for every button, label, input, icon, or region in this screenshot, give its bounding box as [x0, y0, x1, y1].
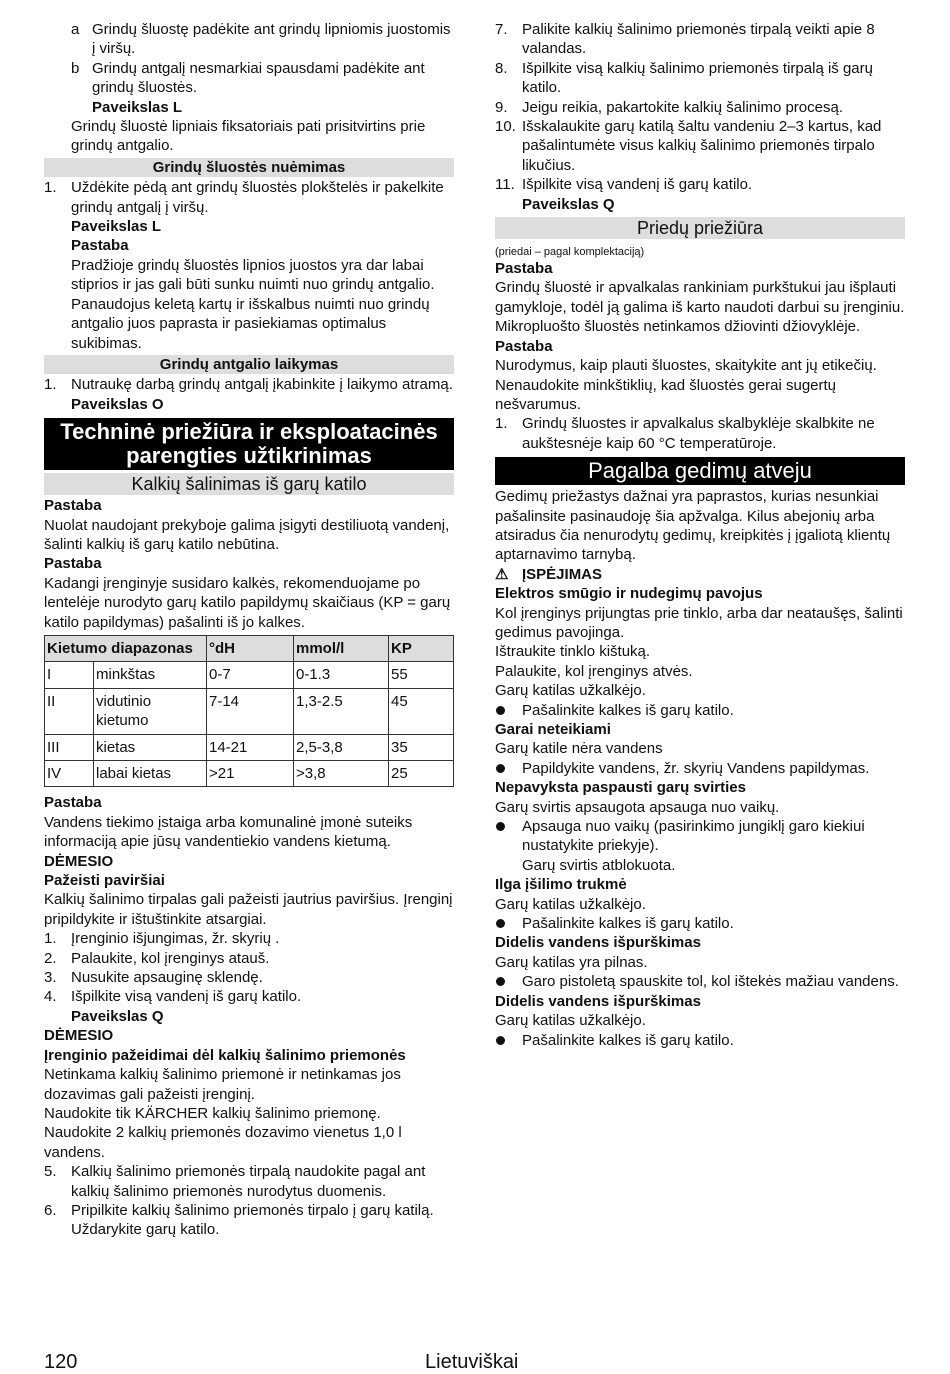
bullet-icon [496, 822, 505, 831]
bullet-icon [496, 706, 505, 715]
step-text: Grindų šluostes ir apvalkalus skalbyklėje skalbkite ne aukštesnėje kaip 60 °C temperatūroje. [522, 415, 875, 452]
list-item: a Grindų šluostę padėkite ant grindų lipniomis juostomis į viršų. [44, 20, 454, 59]
table-cell: vidutinio kietumo [94, 688, 207, 734]
warning-heading [495, 565, 905, 584]
list-item: b Grindų antgalį nesmarkiai spausdami padėkite ant grindų šluostės. [44, 59, 454, 98]
list-item [495, 1031, 905, 1050]
paragraph: Ištraukite tinklo kištuką. [495, 643, 651, 661]
warning-title: Elektros smūgio ir nudegimų pavojus [495, 585, 763, 603]
paragraph: Pradžioje grindų šluostės lipnios juostos yra dar labai stiprios ir jas gali būti sunku nuimti nuo grindų antgalio. Panaudojus keletą kartų ir išskalbus nuimti nuo grindų antgalio juos paprasta ir pasiekiamas optimalus sukibimas. [71, 256, 435, 352]
table-cell: minkštas [94, 662, 207, 688]
table-row [45, 734, 454, 760]
chapter-title-troubleshooting: Pagalba gedimų atveju [495, 457, 905, 485]
step-text: Palikite kalkių šalinimo priemonės tirpalą veikti apie 8 valandas. [522, 21, 875, 58]
table-cell: 25 [389, 761, 454, 787]
paragraph: Palaukite, kol įrenginys atvės. [495, 662, 693, 680]
note-label: Pastaba [44, 497, 102, 515]
bullet-icon [496, 919, 505, 928]
fault-cause: Garų katile nėra vandens [495, 740, 663, 758]
paragraph: Naudokite 2 kalkių priemonės dozavimo vienetus 1,0 l vandens. [44, 1124, 402, 1161]
step-text: Išpilkite visą vandenį iš garų katilo. [522, 176, 753, 194]
paragraph: Kalkių šalinimo tirpalas gali pažeisti jautrius paviršius. Įrenginį pripildykite ir ištuštinkite atsargiai. [44, 891, 453, 928]
list-item: 1. Įrenginio išjungimas, žr. skyrių . [44, 929, 454, 948]
section-title-floor-cloth-removal: Grindų šluostės nuėmimas [44, 158, 454, 177]
removal-step-text: Uždėkite pėdą ant grindų šluostės plokštelės ir pakelkite grindų antgalį į viršų. [71, 179, 444, 216]
table-cell: I [45, 662, 94, 688]
list-item [495, 701, 905, 720]
paragraph: Naudokite tik KÄRCHER kalkių šalinimo priemonę. [44, 1104, 381, 1122]
step-text: Pripilkite kalkių šalinimo priemonės tirpalo į garų katilą. Uždarykite garų katilo. [71, 1201, 434, 1239]
fault-title: Didelis vandens išpurškimas [495, 992, 701, 1010]
note-label: Pastaba [44, 555, 102, 573]
list-item: 5. Kalkių šalinimo priemonės tirpalą naudokite pagal ant kalkių šalinimo priemonės nurodytus duomenis. [44, 1162, 454, 1201]
note-label: Pastaba [71, 237, 129, 255]
list-item: 8. Išpilkite visą kalkių šalinimo priemonės tirpalą iš garų katilo. [495, 59, 905, 98]
figure-ref: Paveikslas L [71, 218, 162, 236]
step-text: Įrenginio išjungimas, žr. skyrių . [71, 930, 280, 948]
list-item [495, 817, 905, 856]
holding-step-text: Nutraukę darbą grindų antgalį įkabinkite į laikymo atramą. [71, 376, 453, 394]
list-item: 7. Palikite kalkių šalinimo priemonės tirpalą veikti apie 8 valandas. [495, 20, 905, 59]
hardness-table [44, 635, 454, 787]
table-cell: 35 [389, 734, 454, 760]
table-cell: 55 [389, 662, 454, 688]
list-item [495, 972, 905, 991]
bullet-icon [496, 764, 505, 773]
table-row [45, 662, 454, 688]
paragraph: Netinkama kalkių šalinimo priemonė ir netinkamas jos dozavimas gali pažeisti įrenginį. [44, 1066, 401, 1103]
fault-cause: Garų katilas yra pilnas. [495, 953, 648, 971]
table-header-cell: °dH [207, 635, 294, 661]
list-item [495, 914, 905, 933]
table-header-row [45, 635, 454, 661]
left-column [44, 20, 454, 1240]
table-cell: >21 [207, 761, 294, 787]
table-header-cell: Kietumo diapazonas [45, 635, 207, 661]
page-number: 120 [44, 1351, 78, 1373]
warning-title: Pažeisti paviršiai [44, 872, 165, 890]
table-cell: 45 [389, 688, 454, 734]
list-item: 1. Uždėkite pėdą ant grindų šluostės plokštelės ir pakelkite grindų antgalį į viršų. [44, 178, 454, 217]
list-item: 1. Nutraukę darbą grindų antgalį įkabinkite į laikymo atramą. [44, 376, 453, 394]
list-item: 1. Grindų šluostes ir apvalkalus skalbyklėje skalbkite ne aukštesnėje kaip 60 °C temperatūroje. [495, 414, 905, 453]
step-text: Išpilkite visą vandenį iš garų katilo. [71, 988, 302, 1006]
table-cell: II [45, 688, 94, 734]
warning-triangle-icon: ⚠ [495, 565, 509, 583]
attention-label: DĖMESIO [44, 852, 114, 870]
step-text: Išpilkite visą kalkių šalinimo priemonės tirpalą iš garų katilo. [522, 59, 873, 97]
step-text: Kalkių šalinimo priemonės tirpalą naudokite pagal ant kalkių šalinimo priemonės nurodytus duomenis. [71, 1163, 426, 1200]
list-item: 10. Išskalaukite garų katilą šaltu vandeniu 2–3 kartus, kad pašalintumėte visus kalkių šalinimo priemonės tirpalo likučius. [495, 117, 905, 175]
step-text: Palaukite, kol įrenginys atauš. [71, 949, 270, 967]
fault-title: Nepavyksta paspausti garų svirties [495, 779, 746, 797]
paragraph: Kadangi įrenginyje susidaro kalkės, rekomenduojame po lentelėje nurodyto garų katilo papildymų skaičiaus (KP = garų katilo papildymas) pašalinti iš jo kalkes. [44, 574, 451, 631]
fault-fix-result: Garų svirtis atblokuota. [522, 856, 676, 874]
fault-fix: Pašalinkite kalkes iš garų katilo. [522, 701, 734, 719]
note-label: Pastaba [495, 337, 553, 355]
step-text: Jeigu reikia, pakartokite kalkių šalinimo procesą. [522, 98, 843, 116]
table-header-cell: mmol/l [294, 635, 389, 661]
figure-ref: Paveikslas L [92, 98, 183, 116]
table-row [45, 761, 454, 787]
table-cell: >3,8 [294, 761, 389, 787]
note-label: Pastaba [44, 794, 102, 812]
fault-cause: Garų katilas užkalkėjo. [495, 895, 646, 913]
list-item: 4. Išpilkite visą vandenį iš garų katilo. [44, 987, 454, 1006]
fault-title: Garai neteikiami [495, 721, 611, 738]
table-cell: 7-14 [207, 688, 294, 734]
section-title-nozzle-storage: Grindų antgalio laikymas [44, 355, 454, 374]
fault-fix: Pašalinkite kalkes iš garų katilo. [522, 1031, 734, 1049]
footer-language: Lietuviškai [425, 1351, 519, 1373]
chapter-title-maintenance: Techninė priežiūra ir eksploatacinės parengties užtikrinimas [44, 418, 454, 470]
paragraph: Grindų šluostė ir apvalkalas rankiniam purkštukui jau išplauti gamykloje, todėl ją galima iš karto naudoti darbui su įrenginiu. Mikropluošto šluostės netinkamos džiovinti džiovyklėje. [495, 279, 905, 336]
list-item: 9. Jeigu reikia, pakartokite kalkių šalinimo procesą. [495, 98, 905, 117]
fault-fix: Apsauga nuo vaikų (pasirinkimo jungiklį garo kiekiui nustatykite priekyje). [522, 818, 865, 855]
table-header-cell: KP [389, 635, 454, 661]
paragraph: Kol įrenginys prijungtas prie tinklo, arba dar neataušęs, šalinti gedimus pavojinga. [495, 604, 903, 641]
right-column [495, 20, 905, 1050]
note-label: Pastaba [495, 260, 553, 278]
figure-ref: Paveikslas Q [71, 1007, 164, 1025]
step-text: Nusukite apsauginę sklendę. [71, 969, 263, 987]
table-cell: III [45, 734, 94, 760]
list-item: 2. Palaukite, kol įrenginys atauš. [44, 949, 454, 968]
fault-title: Ilga įšilimo trukmė [495, 876, 627, 894]
paragraph: Nurodymus, kaip plauti šluostes, skaitykite ant jų etikečių. Nenaudokite minkštiklių, kad šluostės gerai sugertų nešvarumus. [495, 357, 877, 413]
small-note: (priedai – pagal komplektaciją) [495, 246, 645, 259]
fault-fix: Garo pistoletą spauskite tol, kol ištekės mažiau vandens. [522, 973, 899, 991]
list-item: 6. Pripilkite kalkių šalinimo priemonės tirpalo į garų katilą. Uždarykite garų katilo. [44, 1201, 454, 1240]
fault-cause: Garų katilas užkalkėjo. [495, 682, 646, 700]
list-item: 11. Išpilkite visą vandenį iš garų katilo. [495, 175, 905, 194]
fault-title: Didelis vandens išpurškimas [495, 934, 701, 952]
warning-title: Įrenginio pažeidimai dėl kalkių šalinimo priemonės [44, 1046, 406, 1064]
table-cell: IV [45, 761, 94, 787]
list-item: 3. Nusukite apsauginę sklendę. [44, 968, 454, 987]
table-cell: labai kietas [94, 761, 207, 787]
paragraph: Nuolat naudojant prekyboje galima įsigyti destiliuotą vandenį, šalinti kalkių iš garų katilo nebūtina. [44, 516, 450, 553]
table-cell: 0-7 [207, 662, 294, 688]
figure-ref: Paveikslas O [71, 395, 164, 413]
attention-label: DĖMESIO [44, 1027, 114, 1045]
step-a-text: Grindų šluostę padėkite ant grindų lipniomis juostomis į viršų. [92, 21, 451, 58]
table-cell: 0-1.3 [294, 662, 389, 688]
section-title-descaling: Kalkių šalinimas iš garų katilo [44, 473, 454, 495]
step-b-text: Grindų antgalį nesmarkiai spausdami padėkite ant grindų šluostės. [92, 59, 425, 97]
step-text: Išskalaukite garų katilą šaltu vandeniu 2–3 kartus, kad pašalintumėte visus kalkių šalinimo priemonės tirpalo likučius. [522, 118, 882, 174]
fault-fix: Papildykite vandens, žr. skyrių Vandens papildymas. [522, 759, 870, 777]
table-cell: 1,3-2.5 [294, 688, 389, 734]
table-cell: kietas [94, 734, 207, 760]
table-cell: 2,5-3,8 [294, 734, 389, 760]
bullet-icon [496, 977, 505, 986]
table-cell: 14-21 [207, 734, 294, 760]
fault-cause: Garų katilas užkalkėjo. [495, 1012, 646, 1030]
paragraph: Gedimų priežastys dažnai yra paprastos, kurias nesunkiai pašalinsite pasinaudoję šia apžvalga. Kilus abejonių arba atsiradus čia nenurodytų gedimų, kreipkitės į įgaliotą klientų aptarnavimo tarnybą. [495, 488, 891, 564]
fault-cause: Garų svirtis apsaugota apsauga nuo vaikų. [495, 798, 780, 816]
paragraph: Vandens tiekimo įstaiga arba komunalinė įmonė suteiks informaciją apie jūsų vandentiekio vandens kietumą. [44, 813, 413, 851]
list-item [495, 759, 905, 778]
paragraph: Grindų šluostė lipniais fiksatoriais pati prisitvirtins prie grindų antgalio. [71, 118, 426, 155]
fault-fix: Pašalinkite kalkes iš garų katilo. [522, 915, 734, 933]
table-row [45, 688, 454, 734]
warning-label: ĮSPĖJIMAS [522, 565, 603, 583]
section-title-accessories-care: Priedų priežiūra [495, 217, 905, 239]
figure-ref: Paveikslas Q [522, 195, 615, 213]
bullet-icon [496, 1036, 505, 1045]
